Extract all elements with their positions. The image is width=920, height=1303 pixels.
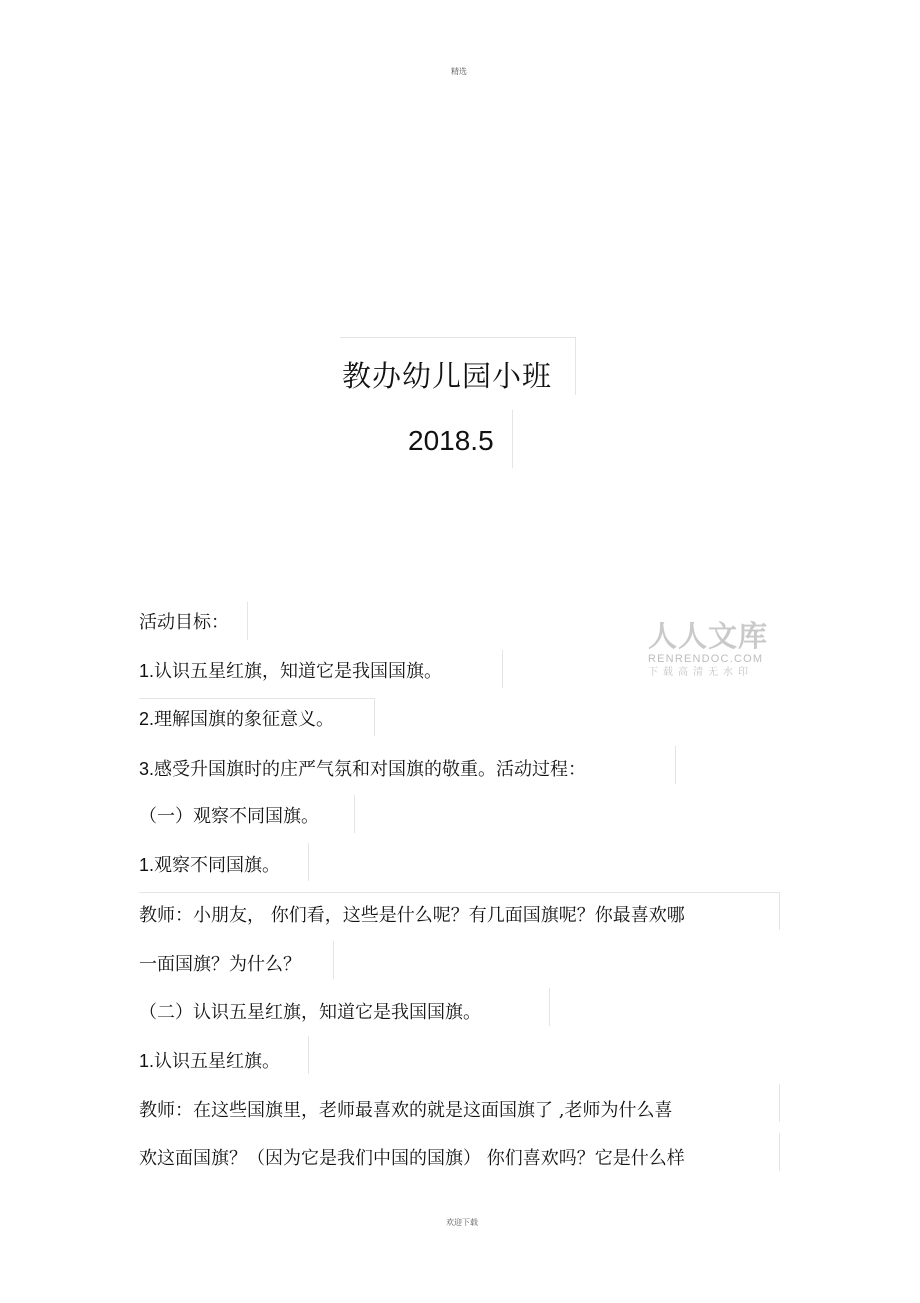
line-text: 认识五星红旗。 (154, 1051, 281, 1072)
body-line (139, 953, 301, 977)
watermark-subtext: 下载高清无水印 (648, 667, 753, 678)
line-text: 教师：小朋友， 你们看，这些是什么呢？有几面国旗呢？你最喜欢哪 (139, 905, 685, 926)
body-line (139, 1049, 280, 1074)
line-text: （二）认识五星红旗，知道它是我国国旗。 (139, 1002, 481, 1023)
line-text: 感受升国旗时的庄严气氛和对国旗的敬重。活动过程： (154, 759, 587, 780)
document-date: 2018.5 (408, 425, 494, 456)
line-text: 观察不同国旗。 (154, 855, 281, 876)
body-line (139, 757, 586, 782)
line-text: 一面国旗？为什么？ (139, 954, 301, 975)
body-line (139, 707, 334, 732)
line-text: 理解国旗的象征意义。 (154, 709, 335, 730)
line-number: 1. (139, 855, 155, 875)
date-frame (510, 410, 513, 468)
line-number: 3. (139, 759, 155, 779)
body-line (139, 659, 442, 684)
watermark-main-text: 人人文库 (648, 619, 769, 653)
line-text: 认识五星红旗，知道它是我国国旗。 (154, 661, 443, 682)
line-text: 活动目标： (139, 612, 229, 633)
line-number: 2. (139, 709, 155, 729)
watermark-logo (648, 620, 772, 680)
line-number: 1. (139, 1051, 155, 1071)
line-text: 教师：在这些国旗里，老师最喜欢的就是这面国旗了 ,老师为什么喜 (139, 1100, 673, 1121)
line-text: （一）观察不同国旗。 (139, 806, 319, 827)
line-number: 1. (139, 661, 155, 681)
watermark-url: RENRENDOC.COM (648, 653, 764, 665)
body-line (139, 1001, 481, 1025)
body-line (139, 1099, 672, 1123)
body-line (139, 853, 280, 878)
body-line (139, 611, 229, 635)
body-line (139, 904, 685, 928)
document-title: 教办幼儿园小班 (342, 359, 553, 393)
body-line (139, 1147, 685, 1171)
footer-mark: 欢迎下载 (446, 1218, 478, 1227)
header-mark: 精选 (451, 67, 467, 76)
line-text: 欢这面国旗？（因为它是我们中国的国旗） 你们喜欢吗？它是什么样 (139, 1148, 685, 1169)
body-line (139, 805, 319, 829)
